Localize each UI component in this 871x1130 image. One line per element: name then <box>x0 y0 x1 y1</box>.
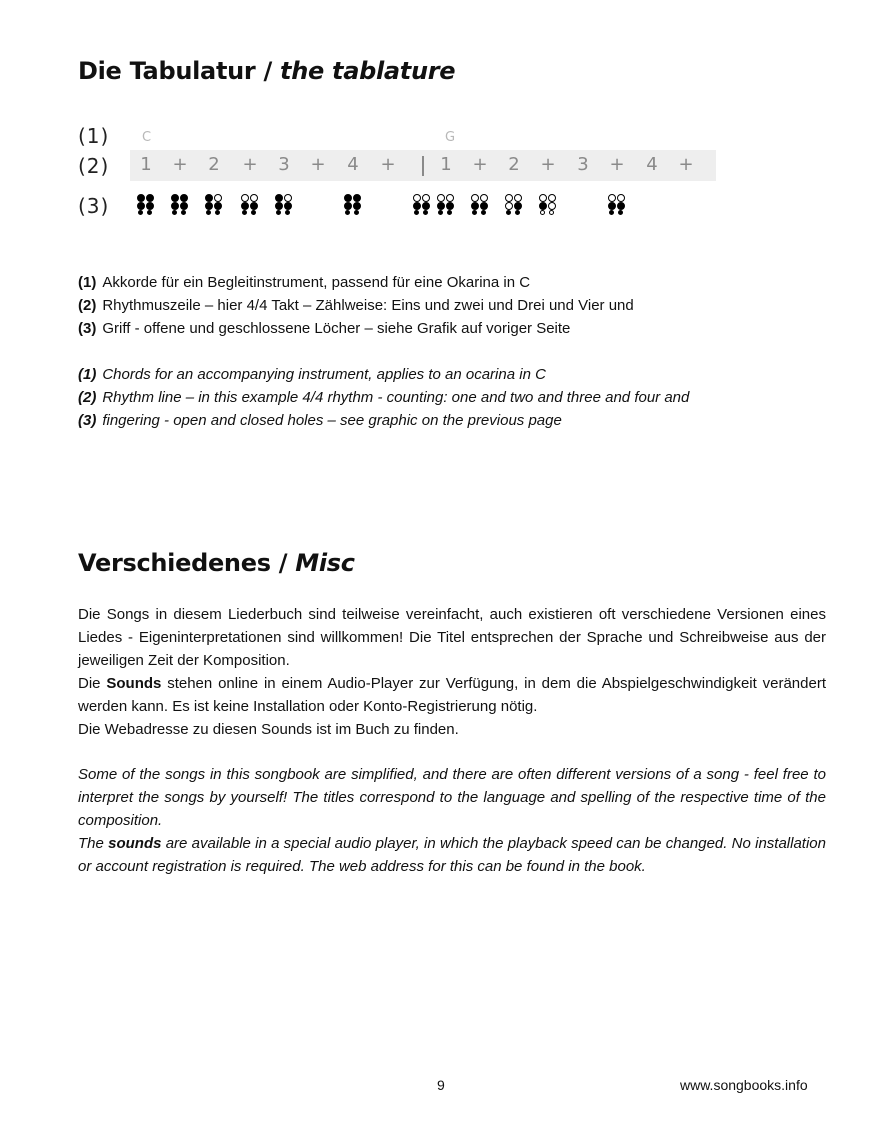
closed-hole <box>250 202 258 210</box>
closed-hole <box>181 210 186 215</box>
legend-number: (2) <box>78 297 97 314</box>
closed-hole <box>423 210 428 215</box>
closed-hole <box>138 210 143 215</box>
beat-count: 2 <box>208 154 220 175</box>
website-link: www.songbooks.info <box>680 1077 808 1093</box>
fingering-diagram <box>344 194 362 216</box>
closed-hole <box>609 210 614 215</box>
beat-count: + <box>540 154 556 175</box>
tablature-heading <box>78 57 455 85</box>
closed-hole <box>205 202 213 210</box>
fingering-diagram <box>505 194 523 216</box>
closed-hole <box>618 210 623 215</box>
beat-count: 3 <box>577 154 589 175</box>
closed-hole <box>514 202 522 210</box>
legend-text: Rhythmuszeile – hier 4/4 Takt – Zählweise: Eins und zwei und Drei und Vier und <box>102 297 634 314</box>
paragraph <box>78 672 826 718</box>
open-hole <box>505 202 513 210</box>
closed-hole <box>437 202 445 210</box>
open-hole <box>284 194 292 202</box>
beat-count: 4 <box>347 154 359 175</box>
open-hole <box>214 194 222 202</box>
beat-count: 1 <box>440 154 452 175</box>
closed-hole <box>539 202 547 210</box>
fingering-diagram <box>205 194 223 216</box>
closed-hole <box>438 210 443 215</box>
row-label-rhythm: (2) <box>78 154 110 178</box>
barline <box>422 156 424 176</box>
beat-count: + <box>609 154 625 175</box>
legend-number: (3) <box>78 412 97 429</box>
closed-hole <box>446 202 454 210</box>
open-hole <box>241 194 249 202</box>
closed-hole <box>137 202 145 210</box>
legend-item <box>78 294 634 317</box>
beat-count: + <box>242 154 258 175</box>
closed-hole <box>205 194 213 202</box>
open-hole <box>540 210 545 215</box>
legend-item <box>78 317 634 340</box>
page-number: 9 <box>437 1077 445 1093</box>
beat-count: + <box>472 154 488 175</box>
legend-item <box>78 409 689 432</box>
open-hole <box>549 210 554 215</box>
legend-number: (1) <box>78 274 97 291</box>
closed-hole <box>180 202 188 210</box>
beat-count: 4 <box>646 154 658 175</box>
closed-hole <box>345 210 350 215</box>
closed-hole <box>171 194 179 202</box>
open-hole <box>617 194 625 202</box>
beat-count: + <box>172 154 188 175</box>
fingering-diagram <box>241 194 259 216</box>
closed-hole <box>284 202 292 210</box>
paragraph: Die Webadresse zu diesen Sounds ist im Buch zu finden. <box>78 721 459 738</box>
open-hole <box>437 194 445 202</box>
legend-text: Akkorde für ein Begleitinstrument, passend für eine Okarina in C <box>102 274 531 291</box>
closed-hole <box>146 202 154 210</box>
fingering-diagram <box>137 194 155 216</box>
closed-hole <box>617 202 625 210</box>
open-hole <box>480 194 488 202</box>
sounds-bold: sounds <box>108 835 162 852</box>
open-hole <box>548 194 556 202</box>
closed-hole <box>413 202 421 210</box>
legend-text: fingering - open and closed holes – see graphic on the previous page <box>102 412 562 429</box>
legend-number: (1) <box>78 366 97 383</box>
closed-hole <box>275 194 283 202</box>
legend-text: Rhythm line – in this example 4/4 rhythm - counting: one and two and three and four and <box>102 389 690 406</box>
text-run: stehen online in einem Audio-Player zur Verfügung, in dem die Abspielgeschwindigkeit verändert werden kann. Es ist keine Installation oder Konto-Registrierung nötig. <box>78 675 826 715</box>
legend-text: Griff - offene und geschlossene Löcher – siehe Grafik auf voriger Seite <box>102 320 571 337</box>
beat-count: + <box>380 154 396 175</box>
closed-hole <box>147 210 152 215</box>
closed-hole <box>414 210 419 215</box>
closed-hole <box>275 202 283 210</box>
misc-heading-de: Verschiedenes / <box>78 549 288 577</box>
beat-count: + <box>678 154 694 175</box>
sounds-bold: Sounds <box>106 675 162 692</box>
fingering-diagram <box>539 194 557 216</box>
closed-hole <box>344 194 352 202</box>
text-run: The <box>78 835 109 852</box>
chord-label: G <box>445 130 456 145</box>
closed-hole <box>353 202 361 210</box>
closed-hole <box>515 210 520 215</box>
beat-count: + <box>310 154 326 175</box>
closed-hole <box>242 210 247 215</box>
tablature-heading-de: Die Tabulatur / <box>78 57 272 85</box>
chord-label: C <box>142 130 152 145</box>
legend-number: (3) <box>78 320 97 337</box>
open-hole <box>250 194 258 202</box>
open-hole <box>608 194 616 202</box>
legend-german <box>78 271 634 340</box>
open-hole <box>514 194 522 202</box>
open-hole <box>539 194 547 202</box>
closed-hole <box>285 210 290 215</box>
closed-hole <box>180 194 188 202</box>
legend-item <box>78 386 689 409</box>
legend-item <box>78 363 689 386</box>
fingering-diagram <box>171 194 189 216</box>
open-hole <box>471 194 479 202</box>
open-hole <box>446 194 454 202</box>
closed-hole <box>206 210 211 215</box>
closed-hole <box>608 202 616 210</box>
paragraph <box>78 832 826 878</box>
closed-hole <box>215 210 220 215</box>
beat-count: 3 <box>278 154 290 175</box>
legend-english <box>78 363 689 432</box>
closed-hole <box>137 194 145 202</box>
closed-hole <box>471 202 479 210</box>
closed-hole <box>354 210 359 215</box>
closed-hole <box>480 202 488 210</box>
closed-hole <box>171 202 179 210</box>
legend-text: Chords for an accompanying instrument, applies to an ocarina in C <box>102 366 546 383</box>
beat-count: 1 <box>140 154 152 175</box>
legend-number: (2) <box>78 389 97 406</box>
fingering-diagram <box>413 194 431 216</box>
closed-hole <box>506 210 511 215</box>
paragraph: Die Songs in diesem Liederbuch sind teilweise vereinfacht, auch existieren oft verschiedene Versionen eines Liedes - Eigeninterpretationen sind willkommen! Die Titel entsprechen der Sprache und Schreibweise aus der jeweiligen Zeit der Komposition. <box>78 606 826 669</box>
closed-hole <box>447 210 452 215</box>
closed-hole <box>344 202 352 210</box>
paragraph: Some of the songs in this songbook are simplified, and there are often different versions of a song - feel free to interpret the songs by yourself! The titles correspond to the language and spelling of the respective time of the composition. <box>78 766 826 829</box>
closed-hole <box>241 202 249 210</box>
closed-hole <box>214 202 222 210</box>
open-hole <box>548 202 556 210</box>
row-label-fingering: (3) <box>78 194 110 218</box>
closed-hole <box>353 194 361 202</box>
misc-heading <box>78 549 355 577</box>
closed-hole <box>172 210 177 215</box>
legend-item <box>78 271 634 294</box>
misc-body-german <box>78 603 826 741</box>
beat-count: 2 <box>508 154 520 175</box>
closed-hole <box>481 210 486 215</box>
misc-heading-en: Misc <box>295 549 355 577</box>
text-run: Die <box>78 675 107 692</box>
row-label-chords: (1) <box>78 124 110 148</box>
closed-hole <box>251 210 256 215</box>
text-run: are available in a special audio player, in which the playback speed can be changed. No installation or account registration is required. The web address for this can be found in the book. <box>78 835 826 875</box>
fingering-diagram <box>608 194 626 216</box>
fingering-diagram <box>437 194 455 216</box>
fingering-diagram <box>275 194 293 216</box>
closed-hole <box>472 210 477 215</box>
fingering-diagram <box>471 194 489 216</box>
open-hole <box>505 194 513 202</box>
open-hole <box>413 194 421 202</box>
closed-hole <box>276 210 281 215</box>
open-hole <box>422 194 430 202</box>
closed-hole <box>422 202 430 210</box>
closed-hole <box>146 194 154 202</box>
misc-body-english <box>78 763 826 878</box>
tablature-heading-en: the tablature <box>280 57 456 85</box>
